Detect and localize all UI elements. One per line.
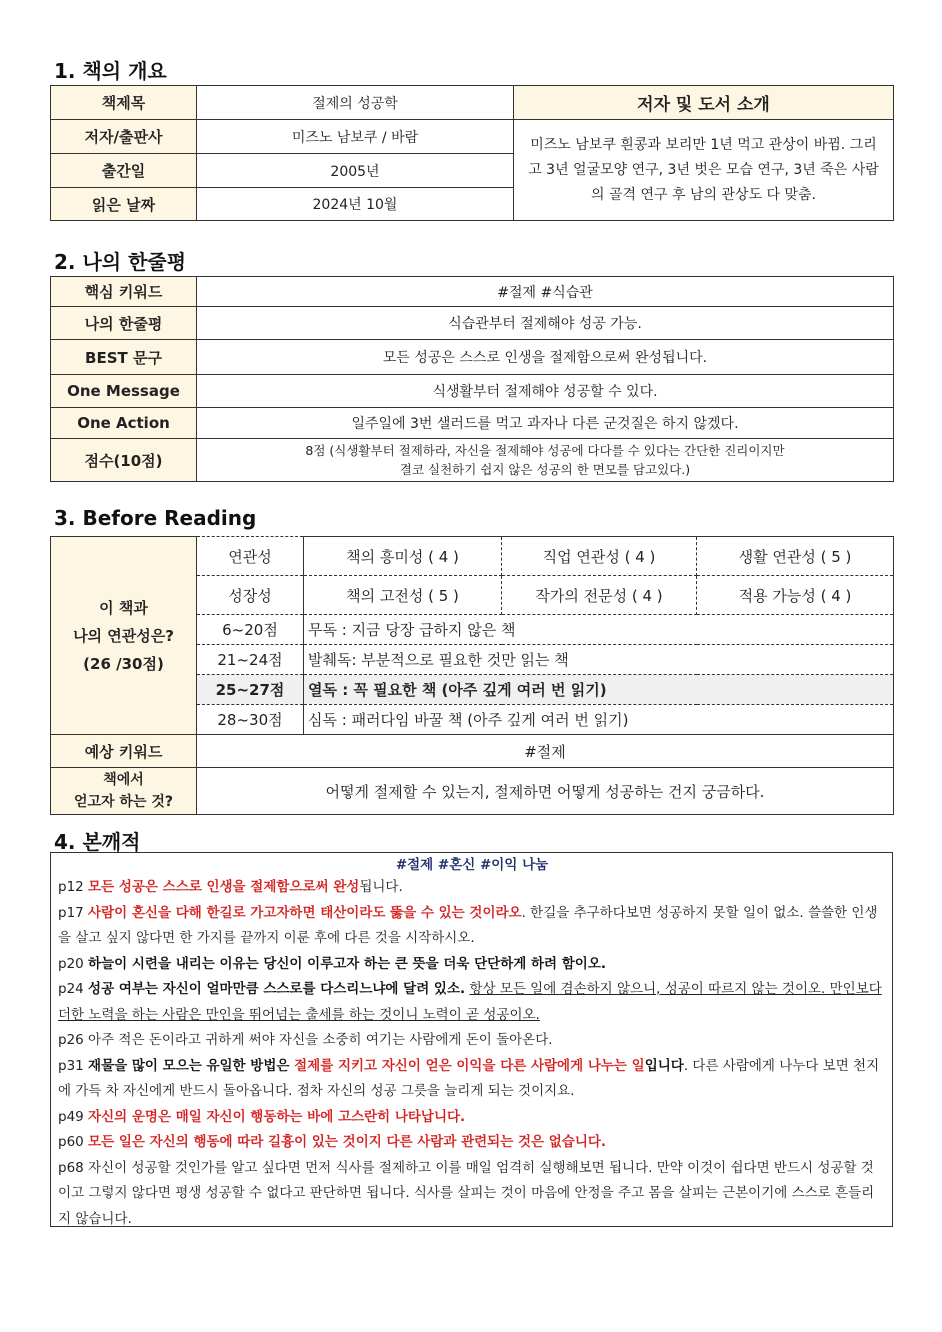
score-line-1: 8점 (식생활부터 절제하라, 자신을 절제해야 성공에 다다를 수 있다는 간단한 진리이지만 xyxy=(305,443,785,458)
note-bold: 성공 여부는 자신이 얼마만큼 스스로를 다스리느냐에 달려 있소. xyxy=(88,981,466,997)
section-2-title: 2. 나의 한줄평 xyxy=(54,250,187,274)
note-highlight: 길흉이 있는 것이지 다른 사람과 관련되는 것은 없습니다. xyxy=(263,1134,607,1150)
note-text: . 한길을 추구하다보면 성공하지 못할 일이 없소. 쓸쓸한 인생을 살고 싶지 않다면 한 가지를 끝까지 이룬 후에 다른 것을 시작하시오. xyxy=(58,904,878,946)
gain-label-line2: 얻고자 하는 것? xyxy=(73,794,173,810)
action-label: One Action xyxy=(51,408,197,439)
intro-header: 저자 및 도서 소개 xyxy=(514,86,894,120)
note-p26: p26 아주 적은 돈이라고 귀하게 써야 자신을 소중히 여기는 사람에게 돈이 돌아온다. xyxy=(58,1032,553,1048)
scale-desc-highlighted: 열독 : 꼭 필요한 책 (아주 깊게 여러 번 읽기) xyxy=(304,675,894,705)
gain-label xyxy=(51,768,197,815)
scale-desc: 심독 : 패러다임 바꿀 책 (아주 깊게 여러 번 읽기) xyxy=(304,705,894,735)
note-bold: 재물을 많이 모으는 유일한 방법은 xyxy=(88,1057,295,1074)
note-highlight: 자신의 운명은 xyxy=(88,1108,176,1125)
classic-score: 책의 고전성 ( 5 ) xyxy=(304,576,502,615)
note-highlight: 모든 성공은 스스로 인생을 절제함으로써 완성 xyxy=(88,879,360,895)
relevance-row-label: 연관성 xyxy=(197,537,304,576)
oneline-label: 나의 한줄평 xyxy=(51,307,197,340)
note-page: p20 xyxy=(58,955,89,972)
scale-range: 28~30점 xyxy=(197,705,304,735)
note-highlight: 모든 일은 xyxy=(88,1134,150,1150)
pubdate-label: 출간일 xyxy=(51,154,197,188)
note-highlight: 사람이 혼신을 다해 한길로 가고자하면 태산이라도 뚫을 수 있는 것이라오 xyxy=(88,904,522,921)
notes-box xyxy=(50,852,893,1227)
keyword-value: #절제 #식습관 xyxy=(197,277,894,307)
section-1-title: 1. 책의 개요 xyxy=(54,59,167,83)
read-date-value: 2024년 10월 xyxy=(197,188,514,221)
relevance-label-line3: (26 /30점) xyxy=(83,654,164,673)
score-value xyxy=(197,439,894,482)
expected-keyword-label: 예상 키워드 xyxy=(51,735,197,768)
scale-range-highlighted: 25~27점 xyxy=(197,675,304,705)
life-relevance-score: 생활 연관성 ( 5 ) xyxy=(697,537,894,576)
note-page: p49 xyxy=(58,1108,89,1125)
relevance-label-line1: 이 책과 xyxy=(99,598,148,617)
note-p17 xyxy=(58,901,886,952)
scale-range: 21~24점 xyxy=(197,645,304,675)
note-highlight: 자신의 행동에 따라 xyxy=(149,1134,264,1150)
expected-keyword-value: #절제 xyxy=(197,735,894,768)
note-p49 xyxy=(58,1105,886,1131)
before-reading-table xyxy=(50,536,894,815)
pubdate-value: 2005년 xyxy=(197,154,514,188)
note-bold: 하늘이 시련을 내리는 이유는 당신이 이루고자 하는 큰 뜻을 더욱 단단하게 하려 함이오. xyxy=(88,955,607,972)
author-label: 저자/출판사 xyxy=(51,120,197,154)
score-line-2: 결코 실천하기 쉽지 않은 성공의 한 면모를 담고있다.) xyxy=(399,462,691,477)
score-label: 점수(10점) xyxy=(51,439,197,482)
best-value: 모든 성공은 스스로 인생을 절제함으로써 완성됩니다. xyxy=(197,340,894,375)
note-page: p12 xyxy=(58,879,89,895)
overview-table xyxy=(50,85,894,221)
note-p24 xyxy=(58,977,886,1028)
notes-keywords: #절제 #혼신 #이익 나눔 xyxy=(395,857,549,873)
note-highlight: 고스란히 나타납니다. xyxy=(333,1108,466,1125)
job-relevance-score: 직업 연관성 ( 4 ) xyxy=(502,537,697,576)
expertise-score: 작가의 전문성 ( 4 ) xyxy=(502,576,697,615)
intro-text: 미즈노 남보쿠 흰콩과 보리만 1년 먹고 관상이 바뀜. 그리고 3년 얼굴모양 연구, 3년 벗은 모습 연구, 3년 죽은 사람의 골격 연구 후 남의 관상도 다 맞춤. xyxy=(514,120,894,221)
relevance-label xyxy=(51,537,197,735)
note-p68: p68 자신이 성공할 것인가를 알고 싶다면 먼저 식사를 절제하고 이를 매일 엄격히 실행해보면 됩니다. 만약 이것이 쉽다면 반드시 성공할 것이고 그렇지 않다면 평생 성공할 수 없다고 판단하면 됩니다. 식사를 살피는 것이 마음에 안정을 주고 몸을 살피는 근본이기에 스스로 흔들리지 않습니다. xyxy=(58,1159,875,1227)
keyword-label: 핵심 키워드 xyxy=(51,277,197,307)
note-p12 xyxy=(58,875,886,901)
message-value: 식생활부터 절제해야 성공할 수 있다. xyxy=(197,375,894,408)
author-value: 미즈노 남보쿠 / 바람 xyxy=(197,120,514,154)
growth-row-label: 성장성 xyxy=(197,576,304,615)
message-label: One Message xyxy=(51,375,197,408)
note-text: . 다른 사람에게 나누다 보면 천지에 가득 차 자신에게 반드시 돌아옵니다. 점차 자신의 성공 그릇을 늘리게 되는 것이지요. xyxy=(58,1057,880,1099)
oneline-value: 식습관부터 절제해야 성공 가능. xyxy=(197,307,894,340)
note-bold: 입니다 xyxy=(644,1057,684,1074)
note-highlight: 절제를 지키고 자신이 얻은 이익을 다른 사람에게 나누는 일 xyxy=(294,1057,645,1074)
note-page: p24 xyxy=(58,981,89,997)
section-4-title: 4. 본깨적 xyxy=(54,830,141,854)
note-text: 됩니다. xyxy=(359,879,403,895)
applicability-score: 적용 가능성 ( 4 ) xyxy=(697,576,894,615)
relevance-label-line2: 나의 연관성은? xyxy=(73,626,174,645)
note-p31 xyxy=(58,1054,886,1105)
action-value: 일주일에 3번 샐러드를 먹고 과자나 다른 군것질은 하지 않겠다. xyxy=(197,408,894,439)
interest-score: 책의 흥미성 ( 4 ) xyxy=(304,537,502,576)
read-date-label: 읽은 날짜 xyxy=(51,188,197,221)
note-page: p31 xyxy=(58,1057,89,1074)
note-page: p60 xyxy=(58,1134,89,1150)
note-highlight: 매일 자신이 행동하는 바에 xyxy=(175,1108,334,1125)
best-label: BEST 문구 xyxy=(51,340,197,375)
review-table xyxy=(50,276,894,482)
gain-value: 어떻게 절제할 수 있는지, 절제하면 어떻게 성공하는 건지 궁금하다. xyxy=(197,768,894,815)
note-page: p17 xyxy=(58,904,89,921)
note-p60 xyxy=(58,1130,886,1156)
note-underlined: 항상 모든 일에 겸손하지 않으니, 성공이 따르지 않는 것이오. 만인보다 더한 노력을 하는 사람은 만인을 뛰어넘는 출세를 하는 것이니 노력이 곧 성공이오. xyxy=(58,981,882,1023)
scale-range: 6~20점 xyxy=(197,615,304,645)
book-title-value: 절제의 성공학 xyxy=(197,86,514,120)
scale-desc: 발췌독: 부분적으로 필요한 것만 읽는 책 xyxy=(304,645,894,675)
note-p20 xyxy=(58,952,886,978)
book-title-label: 책제목 xyxy=(51,86,197,120)
section-3-title: 3. Before Reading xyxy=(54,506,257,530)
gain-label-line1: 책에서 xyxy=(103,772,144,788)
scale-desc: 무독 : 지금 당장 급하지 않은 책 xyxy=(304,615,894,645)
